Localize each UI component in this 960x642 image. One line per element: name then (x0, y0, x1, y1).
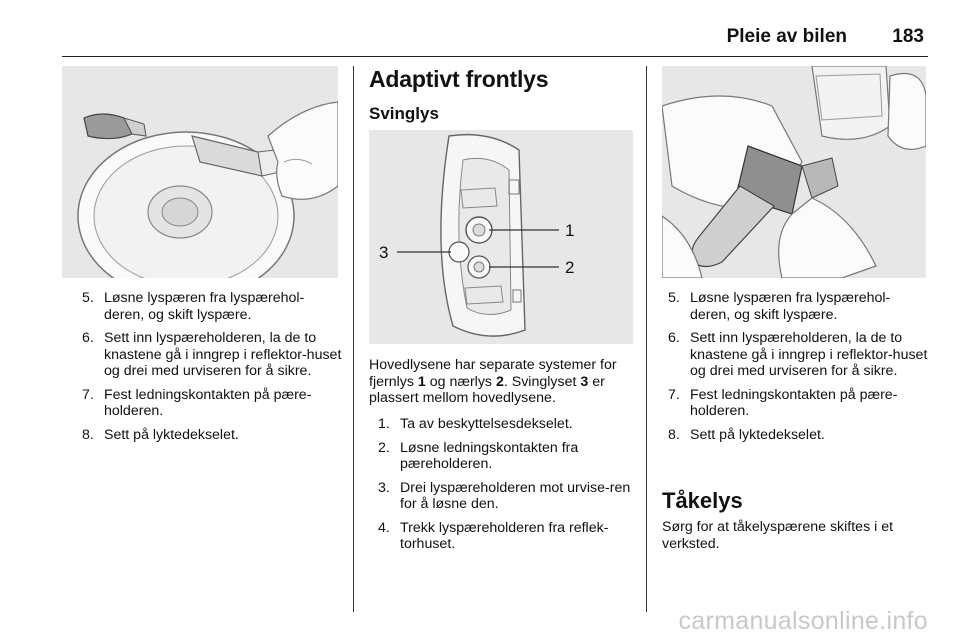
callout-1: 1 (565, 221, 575, 240)
column-divider-2 (646, 66, 647, 612)
step-text: Sett inn lyspæreholderen, la de to knastene gå i inngrep i reflektor-huset og drei med urviseren for å sikre. (690, 330, 928, 379)
list-item (378, 416, 636, 433)
list-item (668, 427, 930, 444)
step-text: Sett på lyktedekselet. (104, 426, 239, 443)
intro-text-4: er plassert mellom hovedlysene. (369, 373, 605, 406)
intro-text-2: og nærlys (425, 373, 496, 390)
page-title: Pleie av bilen (726, 26, 847, 47)
step-text: Trekk lyspæreholderen fra reflek-torhuset. (400, 519, 609, 552)
step-number: 3. (378, 479, 390, 496)
page-header (0, 0, 960, 56)
fog-light-paragraph: Sørg for at tåkelyspærene skiftes i et verksted. (662, 519, 894, 552)
fog-light-heading: Tåkelys (662, 488, 743, 513)
bulb-holder-illustration (62, 66, 338, 278)
list-item (378, 480, 636, 513)
step-text: Løsne lyspæren fra lyspærehol-deren, og skift lyspære. (104, 290, 305, 323)
list-item (378, 440, 636, 473)
middle-steps-list (378, 416, 636, 560)
step-text: Fest ledningskontakten på pære-holderen. (104, 386, 312, 419)
intro-ref-1: 1 (417, 373, 426, 390)
intro-ref-3: 3 (580, 373, 589, 390)
list-item (668, 290, 930, 323)
watermark: carmanualsonline.info (678, 607, 928, 635)
list-item (668, 387, 930, 420)
section-subheading: Svinglys (369, 104, 439, 123)
callout-3: 3 (379, 243, 389, 262)
step-number: 8. (82, 426, 94, 443)
bulb-holder-drawing (62, 66, 338, 278)
step-number: 7. (668, 386, 680, 403)
step-number: 2. (378, 439, 390, 456)
page-number: 183 (892, 26, 924, 47)
step-number: 8. (668, 426, 680, 443)
step-number: 4. (378, 519, 390, 536)
step-text: Løsne lyspæren fra lyspærehol-deren, og skift lyspære. (690, 290, 891, 323)
list-item (668, 330, 930, 380)
step-text: Drei lyspæreholderen mot urvise-ren for å løsne den. (400, 479, 631, 512)
step-text: Fest ledningskontakten på pære-holderen. (690, 386, 898, 419)
intro-text-3: . Svinglyset (503, 373, 581, 390)
list-item (82, 290, 344, 323)
headlamp-drawing (369, 130, 633, 344)
step-text: Ta av beskyttelsesdekselet. (400, 416, 573, 432)
intro-text-1: Hovedlysene har separate systemer for fjernlys (369, 357, 617, 390)
list-item (82, 427, 344, 444)
list-item (82, 330, 344, 380)
step-number: 1. (378, 416, 390, 432)
step-number: 6. (668, 330, 680, 346)
section-heading: Adaptivt frontlys (369, 66, 549, 92)
headlamp-rear-illustration (369, 130, 633, 344)
intro-ref-2: 2 (495, 373, 504, 390)
step-text: Sett på lyktedekselet. (690, 426, 825, 443)
h7-bulb-in-hand-illustration (662, 66, 926, 278)
left-steps-list (82, 290, 344, 450)
list-item (378, 520, 636, 553)
header-rule (62, 56, 928, 57)
step-text: Sett inn lyspæreholderen, la de to knastene gå i inngrep i reflektor-huset og drei med urviseren for å sikre. (104, 330, 342, 379)
intro-paragraph (369, 357, 635, 407)
step-number: 5. (668, 290, 680, 306)
hand-bulb-drawing (662, 66, 926, 278)
step-number: 6. (82, 330, 94, 346)
list-item (82, 387, 344, 420)
step-number: 7. (82, 386, 94, 403)
column-divider-1 (353, 66, 354, 612)
callout-2: 2 (565, 258, 575, 277)
step-text: Løsne ledningskontakten fra pæreholderen. (400, 439, 579, 472)
right-steps-list (668, 290, 930, 450)
step-number: 5. (82, 290, 94, 306)
